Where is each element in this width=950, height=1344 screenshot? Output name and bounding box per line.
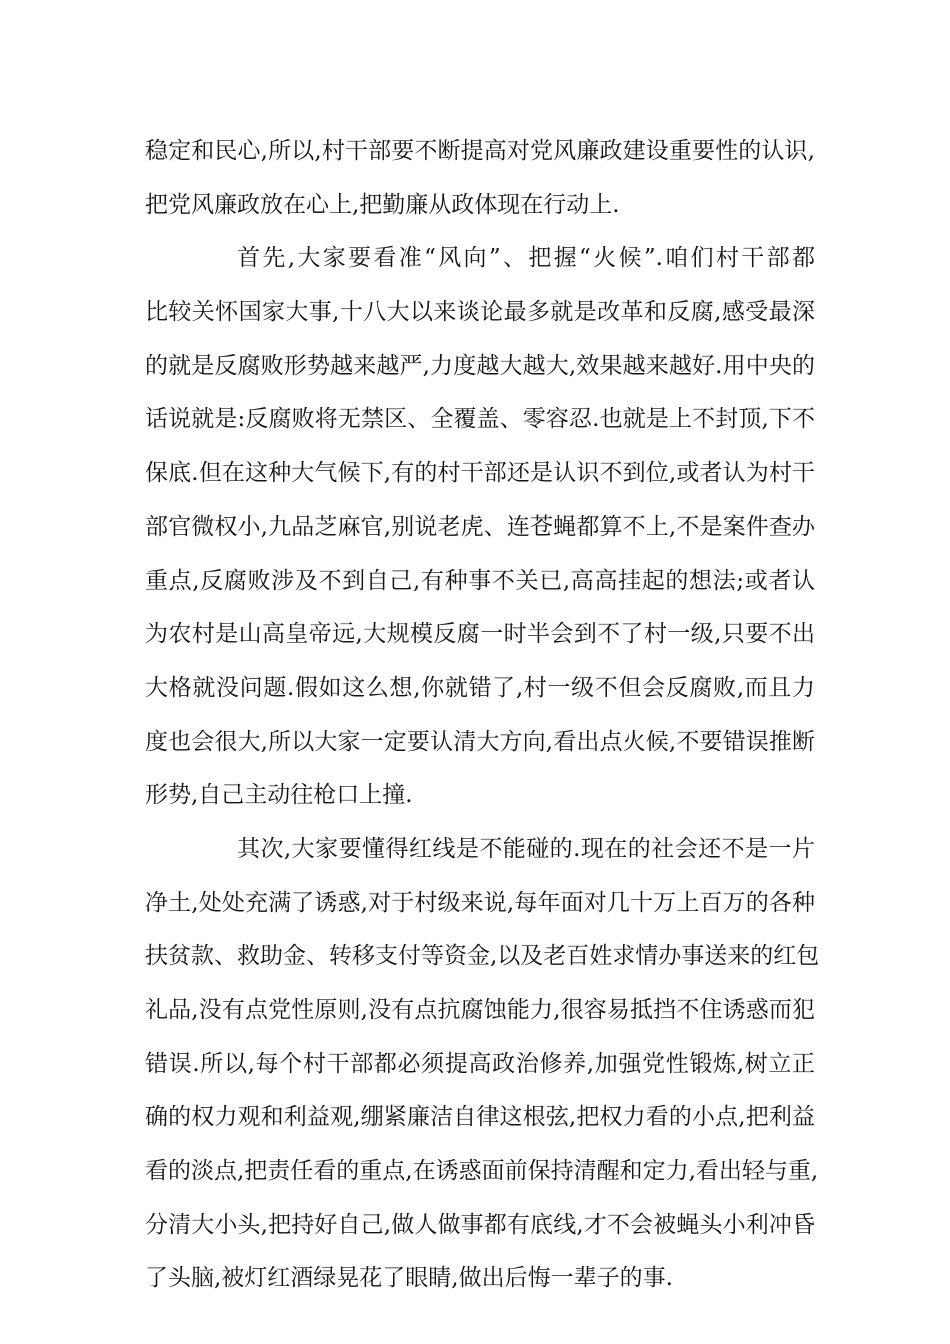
text-line: 其次,大家要懂得红线是不能碰的.现在的社会还不是一片 <box>237 835 815 862</box>
text-line: 比较关怀国家大事,十八大以来谈论最多就是改革和反腐,感受最深 <box>145 299 815 326</box>
text-line: 度也会很大,所以大家一定要认清大方向,看出点火候,不要错误推断 <box>145 728 815 755</box>
text-line: 把党风廉政放在心上,把勤廉从政体现在行动上. <box>145 191 620 218</box>
text-line: 重点,反腐败涉及不到自己,有种事不关已,高高挂起的想法;或者认 <box>145 567 815 594</box>
text-line: 为农村是山高皇帝远,大规模反腐一时半会到不了村一级,只要不出 <box>145 621 815 648</box>
text-line: 大格就没问题.假如这么想,你就错了,村一级不但会反腐败,而且力 <box>145 674 815 701</box>
document-body <box>145 125 820 1306</box>
text-line: 错误.所以,每个村干部都必须提高政治修养,加强党性锻炼,树立正 <box>145 1050 815 1077</box>
text-line: 扶贫款、救助金、转移支付等资金,以及老百姓求情办事送来的红包 <box>145 943 820 970</box>
text-line: 首先,大家要看准“风向”、把握“火候”.咱们村干部都 <box>237 245 815 272</box>
text-line: 分清大小头,把持好自己,做人做事都有底线,才不会被蝇头小利冲昏 <box>145 1211 815 1238</box>
text-line: 形势,自己主动往枪口上撞. <box>145 782 413 809</box>
text-line: 净土,处处充满了诱惑,对于村级来说,每年面对几十万上百万的各种 <box>145 889 815 916</box>
text-line: 确的权力观和利益观,绷紧廉洁自律这根弦,把权力看的小点,把利益 <box>145 1104 815 1131</box>
text-line: 了头脑,被灯红酒绿晃花了眼睛,做出后悔一辈子的事. <box>145 1265 673 1292</box>
text-line: 部官微权小,九品芝麻官,别说老虎、连苍蝇都算不上,不是案件查办 <box>145 513 815 540</box>
text-line: 看的淡点,把责任看的重点,在诱惑面前保持清醒和定力,看出轻与重, <box>145 1158 819 1185</box>
text-line: 保底.但在这种大气候下,有的村干部还是认识不到位,或者认为村干 <box>145 460 815 487</box>
text-line: 的就是反腐败形势越来越严,力度越大越大,效果越来越好.用中央的 <box>145 352 815 379</box>
text-line: 稳定和民心,所以,村干部要不断提高对党风廉政建设重要性的认识, <box>145 138 815 164</box>
text-line: 礼品,没有点党性原则,没有点抗腐蚀能力,很容易抵挡不住诱惑而犯 <box>145 997 815 1023</box>
text-line: 话说就是:反腐败将无禁区、全覆盖、零容忍.也就是上不封顶,下不 <box>145 406 815 433</box>
